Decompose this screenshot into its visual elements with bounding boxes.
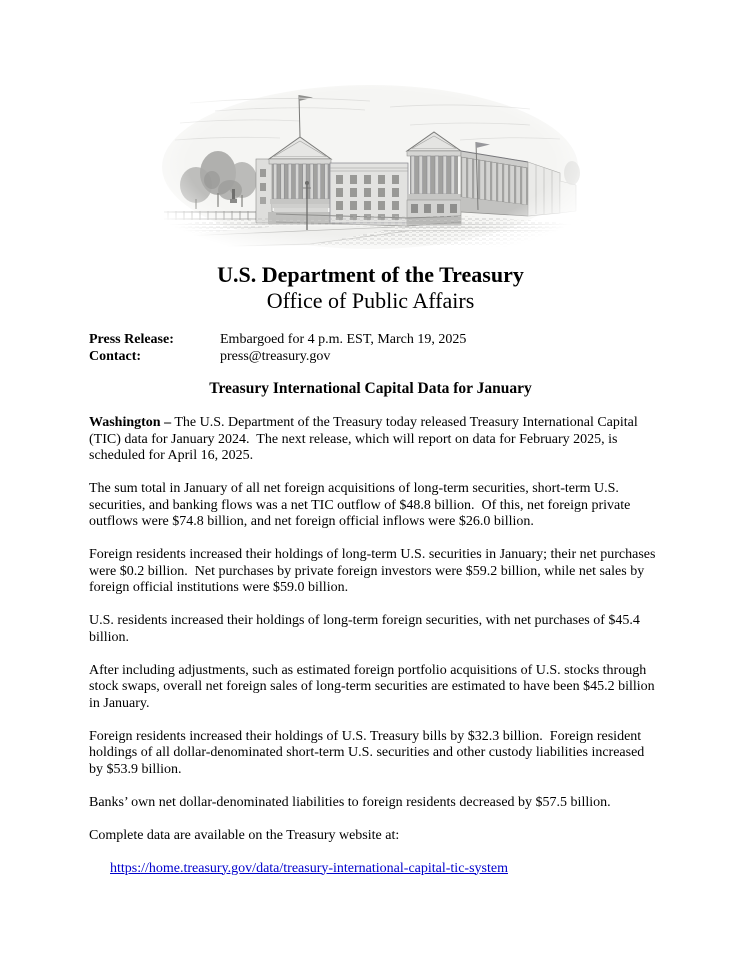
- paragraph-treasury-bills: Foreign residents increased their holdings of U.S. Treasury bills by $32.3 billion. Foreign resident holdings of all dollar-denominated short-term U.S. securities and other custody liabilities increased by $53.9 billion.: [89, 728, 648, 777]
- treasury-building-illustration: [160, 85, 581, 252]
- paragraph-adjustments: After including adjustments, such as estimated foreign portfolio acquisitions of U.S. stocks through stock swaps, overall net foreign sales of long-term securities are estimated to have been $45.2 billion in January.: [89, 662, 659, 711]
- tic-system-link[interactable]: https://home.treasury.gov/data/treasury-international-capital-tic-system: [110, 860, 508, 876]
- intro-text: The U.S. Department of the Treasury today released Treasury International Capital (TIC) data for January 2024. The next release, which will report on data for February 2025, is scheduled for April 16, 2025.: [89, 415, 642, 463]
- meta-block: [89, 332, 655, 365]
- treasury-building-engraving-svg: [160, 85, 581, 252]
- paragraph-banks: Banks’ own net dollar-denominated liabilities to foreign residents decreased by $57.5 billion.: [89, 794, 611, 810]
- press-release-value: Embargoed for 4 p.m. EST, March 19, 2025: [220, 332, 467, 347]
- body-text: [89, 415, 657, 877]
- paragraph-intro: [89, 415, 657, 465]
- contact-label: Contact:: [89, 348, 142, 364]
- paragraph-foreign-longterm: Foreign residents increased their holdings of long-term U.S. securities in January; their net purchases were $0.2 billion. Net purchases by private foreign investors were $59.2 billion, while net sales by foreign official institutions were $59.0 billion.: [89, 547, 659, 595]
- paragraph-tic-total: The sum total in January of all net foreign acquisitions of long-term securities, short-term U.S. securities, and banking flows was a net TIC outflow of $48.8 billion. Of this, net foreign private outflows were $74.8 billion, and net foreign official inflows were $26.0 billion.: [89, 481, 634, 529]
- availability-text: Complete data are available on the Treasury website at:: [89, 827, 400, 843]
- press-release-row: [89, 332, 655, 349]
- office-subtitle: Office of Public Affairs: [266, 288, 475, 313]
- paragraph-us-residents: U.S. residents increased their holdings of long-term foreign securities, with net purchases of $45.4 billion.: [89, 613, 644, 645]
- paragraph-availability: [89, 828, 657, 878]
- press-release-label: Press Release:: [89, 332, 174, 347]
- document-title: Treasury International Capital Data for January: [209, 380, 532, 397]
- org-title: U.S. Department of the Treasury: [217, 262, 524, 287]
- dateline: Washington –: [89, 415, 172, 430]
- contact-row: [89, 349, 655, 366]
- contact-value: press@treasury.gov: [220, 348, 331, 364]
